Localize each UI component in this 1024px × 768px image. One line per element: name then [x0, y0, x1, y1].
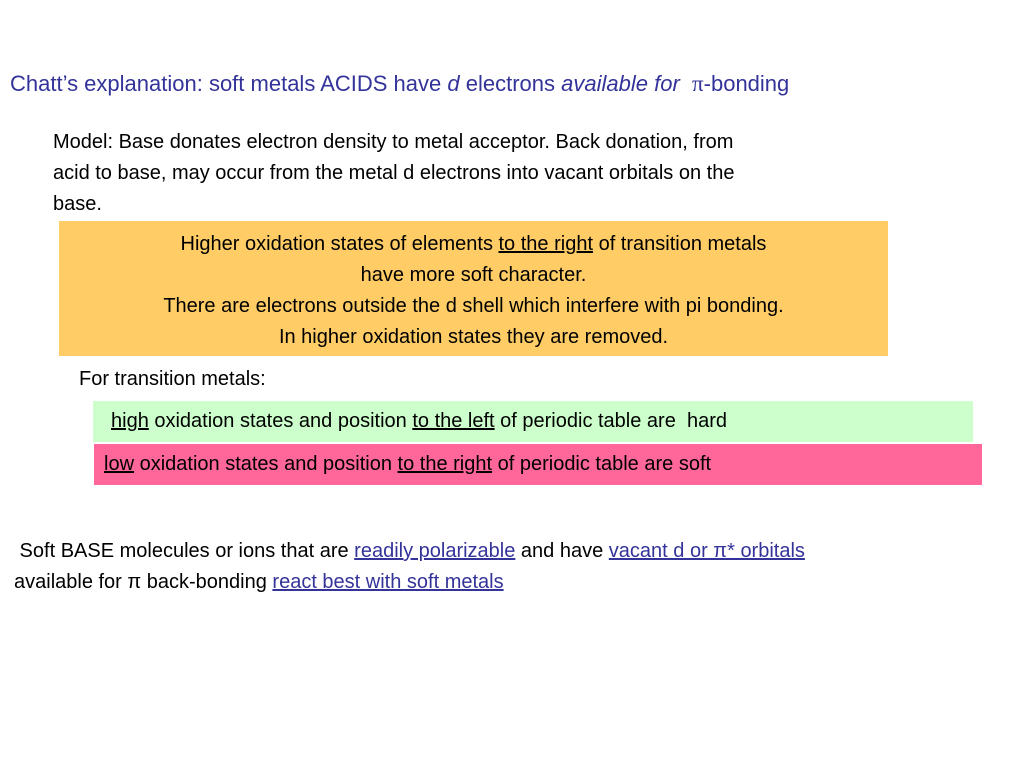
- high-underlined: high: [111, 410, 149, 432]
- soft-base-text-c: available for π back-bonding: [14, 571, 273, 593]
- react-soft-metals-link[interactable]: react best with soft metals: [272, 571, 504, 593]
- orange-line-1-text-b: of transition metals: [593, 233, 767, 255]
- title-text-1: Chatt’s explanation: soft metals ACIDS have: [10, 71, 448, 96]
- vacant-orbitals-link[interactable]: vacant d or π* orbitals: [608, 540, 805, 562]
- soft-base-paragraph: [14, 536, 1024, 598]
- title-available-italic: available for: [561, 71, 680, 96]
- green-text-b: of periodic table are hard: [494, 410, 727, 432]
- transition-metals-label: For transition metals:: [79, 368, 266, 390]
- soft-base-text-b: and have: [515, 540, 609, 562]
- readily-polarizable-link[interactable]: readily polarizable: [354, 540, 516, 562]
- pink-text-a: oxidation states and position: [134, 453, 398, 475]
- soft-base-line-1: [14, 536, 1024, 567]
- low-underlined: low: [104, 453, 135, 475]
- oxidation-states-box: [59, 221, 888, 356]
- orange-line-4: In higher oxidation states they are removed.: [278, 326, 669, 348]
- pink-text-b: of periodic table are soft: [492, 453, 712, 475]
- orange-line-1: [59, 229, 888, 260]
- soft-base-text-a: Soft BASE molecules or ions that are: [14, 540, 355, 562]
- soft-metals-box: [94, 444, 982, 485]
- slide-title: [10, 69, 1024, 99]
- hard-metals-box: [93, 401, 973, 442]
- title-text-3: -bonding: [703, 71, 790, 96]
- to-the-left-underlined: to the left: [412, 410, 495, 432]
- to-the-right-underlined-pink: to the right: [397, 453, 493, 475]
- model-line-3: base.: [53, 193, 102, 215]
- title-pi-symbol: π: [692, 71, 704, 96]
- title-d-italic: d: [447, 71, 460, 96]
- title-text-2: electrons: [459, 71, 562, 96]
- green-text-a: oxidation states and position: [148, 410, 413, 432]
- model-line-1: Model: Base donates electron density to metal acceptor. Back donation, from: [53, 131, 734, 153]
- orange-line-1-text-a: Higher oxidation states of elements: [180, 233, 499, 255]
- to-the-right-underlined: to the right: [498, 233, 594, 255]
- model-paragraph: [53, 127, 953, 220]
- model-line-2: acid to base, may occur from the metal d electrons into vacant orbitals on the: [53, 162, 735, 184]
- orange-line-2: have more soft character.: [360, 264, 587, 286]
- orange-line-3: There are electrons outside the d shell which interfere with pi bonding.: [163, 295, 784, 317]
- soft-base-line-2: [14, 567, 1024, 598]
